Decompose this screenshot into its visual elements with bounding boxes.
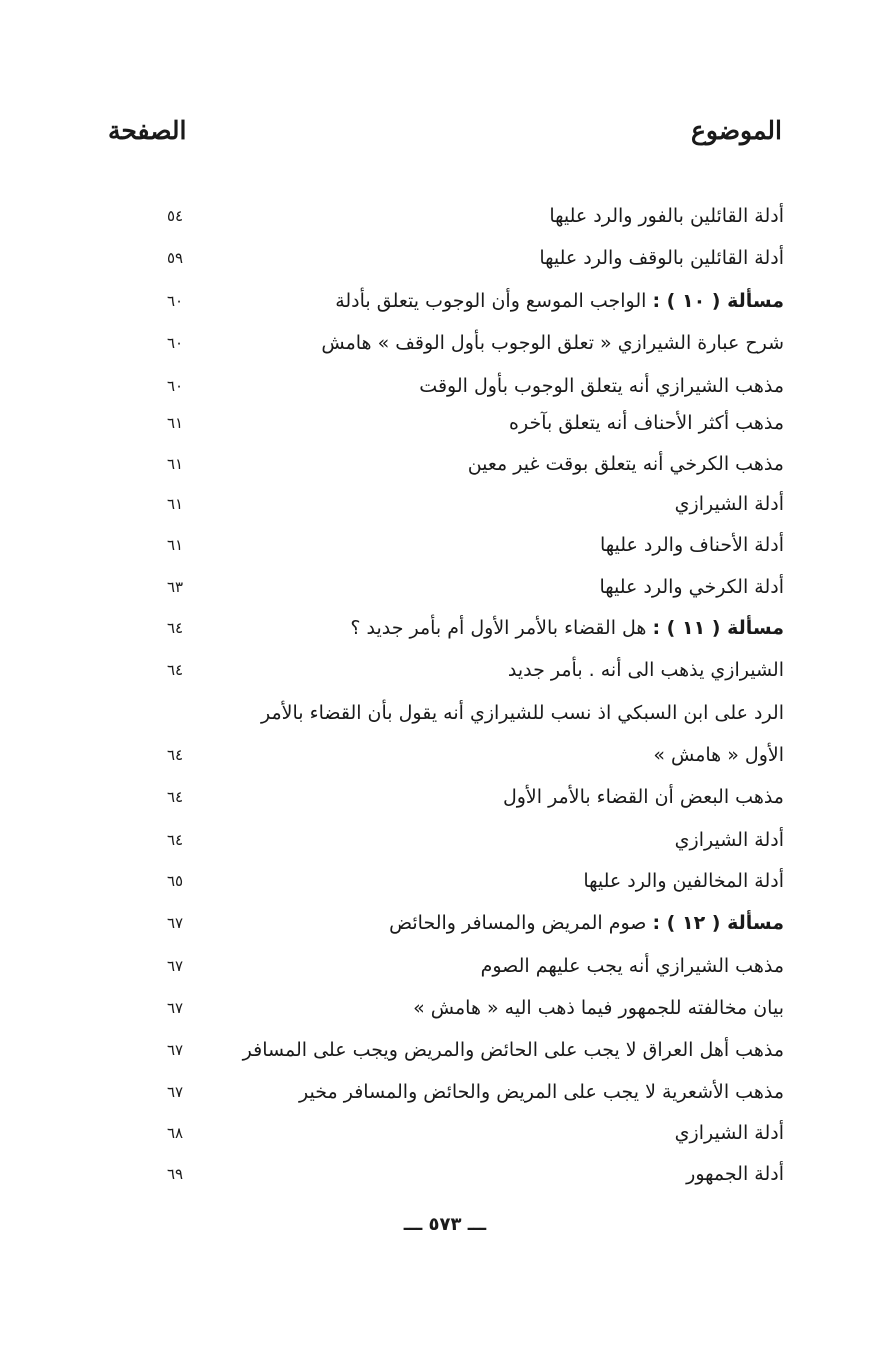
index-entry — [0, 326, 890, 366]
entry-page-number: ٦٠ — [166, 292, 184, 310]
index-entry — [0, 1033, 890, 1073]
index-entry — [0, 906, 890, 946]
index-entry — [0, 696, 890, 736]
entry-text: أدلة الكرخي والرد عليها — [599, 576, 784, 598]
entry-topic — [675, 1116, 784, 1150]
entry-page-number: ٦٤ — [166, 831, 184, 849]
entry-topic — [468, 447, 784, 481]
entry-page-number: ٦٧ — [166, 1083, 184, 1101]
entry-topic — [653, 738, 784, 772]
index-entry — [0, 528, 890, 568]
entry-topic — [539, 241, 784, 275]
entry-text: أدلة القائلين بالوقف والرد عليها — [539, 247, 784, 269]
entry-text: شرح عبارة الشيرازي « تعلق الوجوب بأول الوقف » هامش — [321, 332, 784, 354]
entry-text: مذهب الكرخي أنه يتعلق بوقت غير معين — [467, 453, 784, 475]
entry-page-number: ٦٤ — [166, 619, 184, 637]
entry-text: بيان مخالفته للجمهور فيما ذهب اليه « هامش » — [413, 997, 784, 1019]
entry-page-number: ٦٤ — [166, 661, 184, 679]
index-entry — [0, 949, 890, 989]
index-entry — [0, 487, 890, 527]
index-entry — [0, 823, 890, 863]
index-entry — [0, 369, 890, 409]
entry-question-label: مسألة ( ١١ ) : — [652, 617, 784, 639]
entry-text: صوم المريض والمسافر والحائض — [389, 912, 653, 934]
entry-topic — [549, 199, 784, 233]
index-entry — [0, 284, 890, 324]
entry-topic — [686, 1157, 784, 1191]
entry-topic — [509, 406, 784, 440]
entry-topic — [389, 906, 784, 940]
entry-text: مذهب الشيرازي أنه يجب عليهم الصوم — [480, 955, 784, 977]
entry-page-number: ٦٤ — [166, 746, 184, 764]
entry-text: الشيرازي يذهب الى أنه . بأمر جديد — [507, 659, 784, 681]
index-entry — [0, 738, 890, 778]
entry-topic — [419, 369, 784, 403]
entry-topic — [599, 570, 784, 604]
entry-text: هل القضاء بالأمر الأول أم بأمر جديد ؟ — [350, 617, 653, 639]
entry-page-number: ٦٧ — [166, 999, 184, 1017]
entry-text: أدلة الجمهور — [686, 1163, 784, 1185]
entry-topic — [350, 611, 784, 645]
entry-question-label: مسألة ( ١٢ ) : — [652, 912, 784, 934]
entry-page-number: ٦٠ — [166, 334, 184, 352]
index-entry — [0, 241, 890, 281]
entry-text: الواجب الموسع وأن الوجوب يتعلق بأدلة — [335, 290, 653, 312]
entry-question-label: مسألة ( ١٠ ) : — [652, 290, 784, 312]
index-entry — [0, 611, 890, 651]
entry-text: مذهب الشيرازي أنه يتعلق الوجوب بأول الوقت — [419, 375, 784, 397]
entry-page-number: ٦١ — [166, 495, 184, 513]
entry-topic — [321, 326, 784, 360]
entry-text: أدلة الشيرازي — [674, 829, 784, 851]
entry-page-number: ٦٠ — [166, 377, 184, 395]
index-entry — [0, 570, 890, 610]
page-number: ـــ ٥٧٣ ـــ — [403, 1214, 487, 1235]
index-entry — [0, 1075, 890, 1115]
index-entry — [0, 991, 890, 1031]
index-entry — [0, 406, 890, 446]
entry-page-number: ٦٣ — [166, 578, 184, 596]
entry-text: مذهب البعض أن القضاء بالأمر الأول — [502, 786, 784, 808]
entry-page-number: ٦٤ — [166, 788, 184, 806]
entry-text: أدلة المخالفين والرد عليها — [583, 870, 784, 892]
entry-page-number: ٦١ — [166, 414, 184, 432]
entry-page-number: ٥٤ — [166, 207, 184, 225]
entry-text: مذهب أكثر الأحناف أنه يتعلق بآخره — [509, 412, 784, 434]
index-entry — [0, 447, 890, 487]
entry-topic — [600, 528, 784, 562]
entry-page-number: ٦٥ — [166, 872, 184, 890]
index-entry — [0, 1157, 890, 1197]
entry-topic — [675, 487, 784, 521]
entry-text: أدلة القائلين بالفور والرد عليها — [549, 205, 784, 227]
entry-text: الرد على ابن السبكي اذ نسب للشيرازي أنه يقول بأن القضاء بالأمر — [261, 702, 784, 724]
entry-page-number: ٦٧ — [166, 1041, 184, 1059]
entry-topic — [583, 864, 784, 898]
entry-page-number: ٦٧ — [166, 957, 184, 975]
entry-page-number: ٦١ — [166, 536, 184, 554]
entry-text: مذهب أهل العراق لا يجب على الحائض والمريض ويجب على المسافر — [242, 1039, 784, 1061]
entry-topic — [503, 780, 784, 814]
index-entry — [0, 864, 890, 904]
page-column-header: الصفحة — [108, 116, 187, 145]
entry-text: أدلة الشيرازي — [674, 493, 784, 515]
index-entry — [0, 199, 890, 239]
entry-topic — [261, 696, 784, 730]
entry-topic — [675, 823, 784, 857]
index-entry — [0, 780, 890, 820]
entry-topic — [299, 1075, 784, 1109]
entry-text: أدلة الأحناف والرد عليها — [599, 534, 784, 556]
index-entry — [0, 1116, 890, 1156]
entry-page-number: ٦١ — [166, 455, 184, 473]
topic-column-header: الموضوع — [691, 116, 782, 145]
entry-page-number: ٦٧ — [166, 914, 184, 932]
entry-text: أدلة الشيرازي — [674, 1122, 784, 1144]
entry-page-number: ٥٩ — [166, 249, 184, 267]
entry-topic — [481, 949, 784, 983]
entry-topic — [413, 991, 784, 1025]
entry-topic — [243, 1033, 784, 1067]
index-entry — [0, 653, 890, 693]
entry-text: مذهب الأشعرية لا يجب على المريض والحائض والمسافر مخير — [299, 1081, 784, 1103]
entry-topic — [335, 284, 784, 318]
entry-page-number: ٦٨ — [166, 1124, 184, 1142]
entry-topic — [508, 653, 784, 687]
entry-page-number: ٦٩ — [166, 1165, 184, 1183]
entry-text: الأول « هامش » — [653, 744, 784, 766]
